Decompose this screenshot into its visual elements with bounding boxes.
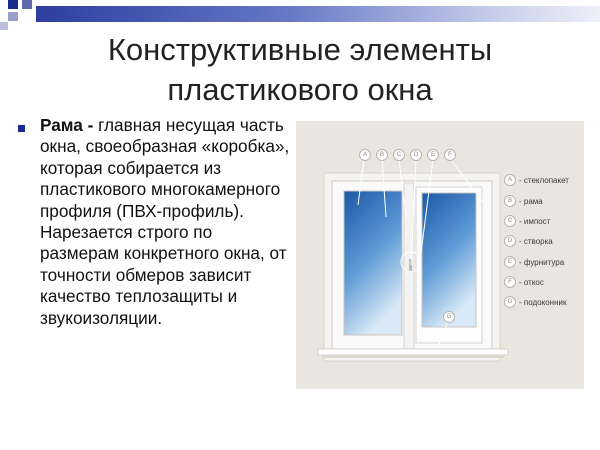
legend-item xyxy=(504,235,553,247)
body-paragraph xyxy=(40,115,290,329)
legend-label: - подоконник xyxy=(519,297,567,307)
legend-item xyxy=(504,276,544,288)
callout-c: C xyxy=(393,149,405,161)
callout-f: F xyxy=(444,149,456,161)
legend-badge: A xyxy=(504,174,516,186)
legend-label: - импост xyxy=(519,216,551,226)
legend-badge: D xyxy=(504,235,516,247)
corner-square xyxy=(0,22,8,30)
legend-item xyxy=(504,296,566,308)
corner-square xyxy=(22,0,32,9)
term-description: главная несущая часть окна, своеобразная «коробка», которая собирается из пластикового многокамерного профиля (ПВХ-профиль). Нарезается строго по размерам конкретного окна, от точности обмеров зависит качество теплозащиты и звукоизоляции. xyxy=(40,115,290,328)
callout-g: G xyxy=(443,311,455,323)
callout-e: E xyxy=(427,149,439,161)
corner-square xyxy=(8,12,18,21)
legend-item xyxy=(504,256,564,268)
legend-label: - откос xyxy=(519,277,544,287)
legend-badge: E xyxy=(504,256,516,268)
left-glass xyxy=(344,191,402,335)
right-glass xyxy=(422,193,476,327)
callout-d: D xyxy=(410,149,422,161)
legend-badge: C xyxy=(504,215,516,227)
window-sill xyxy=(318,349,508,355)
legend-item xyxy=(504,174,569,186)
legend-label: - стеклопакет xyxy=(519,175,569,185)
legend-badge: G xyxy=(504,296,516,308)
header-bar xyxy=(36,6,600,22)
callout-b: B xyxy=(376,149,388,161)
legend-badge: B xyxy=(504,195,516,207)
slide-title xyxy=(0,30,600,110)
window-illustration xyxy=(296,121,584,389)
legend-item xyxy=(504,215,550,227)
title-line-1: Конструктивные элементы xyxy=(107,32,493,67)
callout-a: A xyxy=(359,149,371,161)
legend-item xyxy=(504,195,543,207)
term-label: Рама - xyxy=(40,115,94,135)
legend-label: - фурнитура xyxy=(519,257,565,267)
legend-label: - створка xyxy=(519,236,553,246)
legend-label: - рама xyxy=(519,196,543,206)
title-line-2: пластикового окна xyxy=(167,72,433,107)
window-diagram xyxy=(296,121,584,389)
legend-badge: F xyxy=(504,276,516,288)
bullet-square-icon xyxy=(18,125,25,132)
corner-square xyxy=(8,0,18,9)
